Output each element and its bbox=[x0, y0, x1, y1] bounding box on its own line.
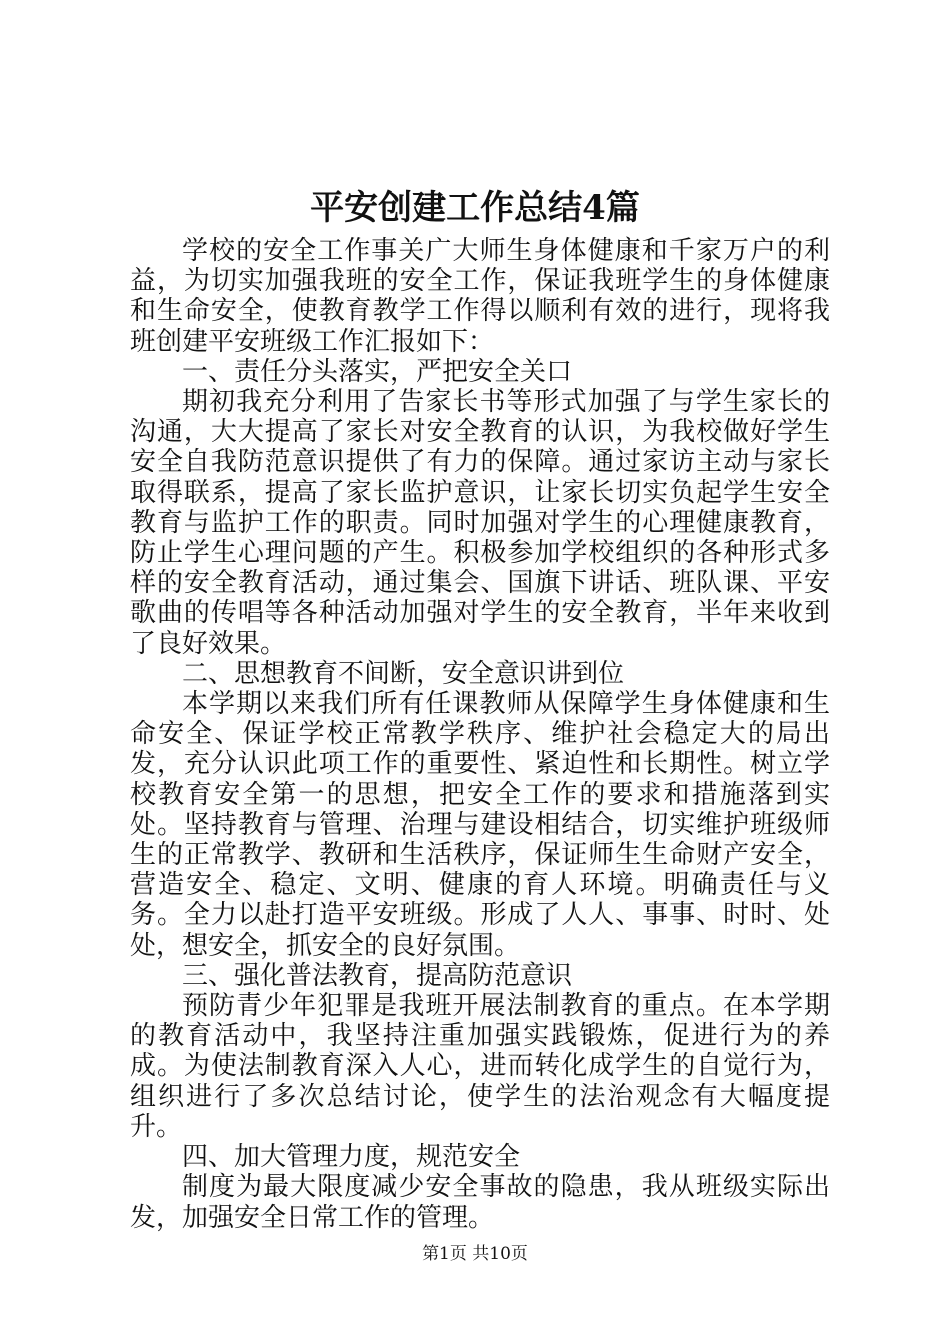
paragraph-section-2: 本学期以来我们所有任课教师从保障学生身体健康和生命安全、保证学校正常教学秩序、维护社会稳定大的局出发，充分认识此项工作的重要性、紧迫性和长期性。树立学校教育安全第一的思想，把安全工作的要求和措施落到实处。坚持教育与管理、治理与建设相结合，切实维护班级师生的正常教学、教研和生活秩序，保证师生生命财产安全，营造安全、稳定、文明、健康的育人环境。明确责任与义务。全力以赴打造平安班级。形成了人人、事事、时时、处处，想安全，抓安全的良好氛围。 bbox=[130, 689, 830, 961]
section-heading-4: 四、加大管理力度，规范安全 bbox=[182, 1142, 521, 1173]
section-heading-1: 一、责任分头落实，严把安全关口 bbox=[182, 356, 573, 387]
page-footer: 第1页 共10页 bbox=[422, 1244, 528, 1264]
paragraph-section-4: 制度为最大限度减少安全事故的隐患，我从班级实际出发，加强安全日常工作的管理。 bbox=[130, 1172, 830, 1233]
paragraph-section-3: 预防青少年犯罪是我班开展法制教育的重点。在本学期的教育活动中，我坚持注重加强实践锻炼，促进行为的养成。为使法制教育深入人心，进而转化成学生的自觉行为，组织进行了多次总结讨论，使学生的法治观念有大幅度提升。 bbox=[130, 991, 830, 1142]
document-body bbox=[130, 236, 830, 1233]
document-title: 平安创建工作总结4篇 bbox=[310, 188, 640, 228]
section-heading-2: 二、思想教育不间断，安全意识讲到位 bbox=[182, 658, 625, 689]
section-heading-3: 三、强化普法教育，提高防范意识 bbox=[182, 960, 573, 991]
paragraph-section-1: 期初我充分利用了告家长书等形式加强了与学生家长的沟通，大大提高了家长对安全教育的认识，为我校做好学生安全自我防范意识提供了有力的保障。通过家访主动与家长取得联系，提高了家长监护意识，让家长切实负起学生安全教育与监护工作的职责。同时加强对学生的心理健康教育，防止学生心理问题的产生。积极参加学校组织的各种形式多样的安全教育活动，通过集会、国旗下讲话、班队课、平安歌曲的传唱等各种活动加强对学生的安全教育，半年来收到了良好效果。 bbox=[130, 387, 830, 659]
paragraph-intro: 学校的安全工作事关广大师生身体健康和千家万户的利益，为切实加强我班的安全工作，保证我班学生的身体健康和生命安全，使教育教学工作得以顺利有效的进行，现将我班创建平安班级工作汇报如下： bbox=[130, 236, 830, 357]
